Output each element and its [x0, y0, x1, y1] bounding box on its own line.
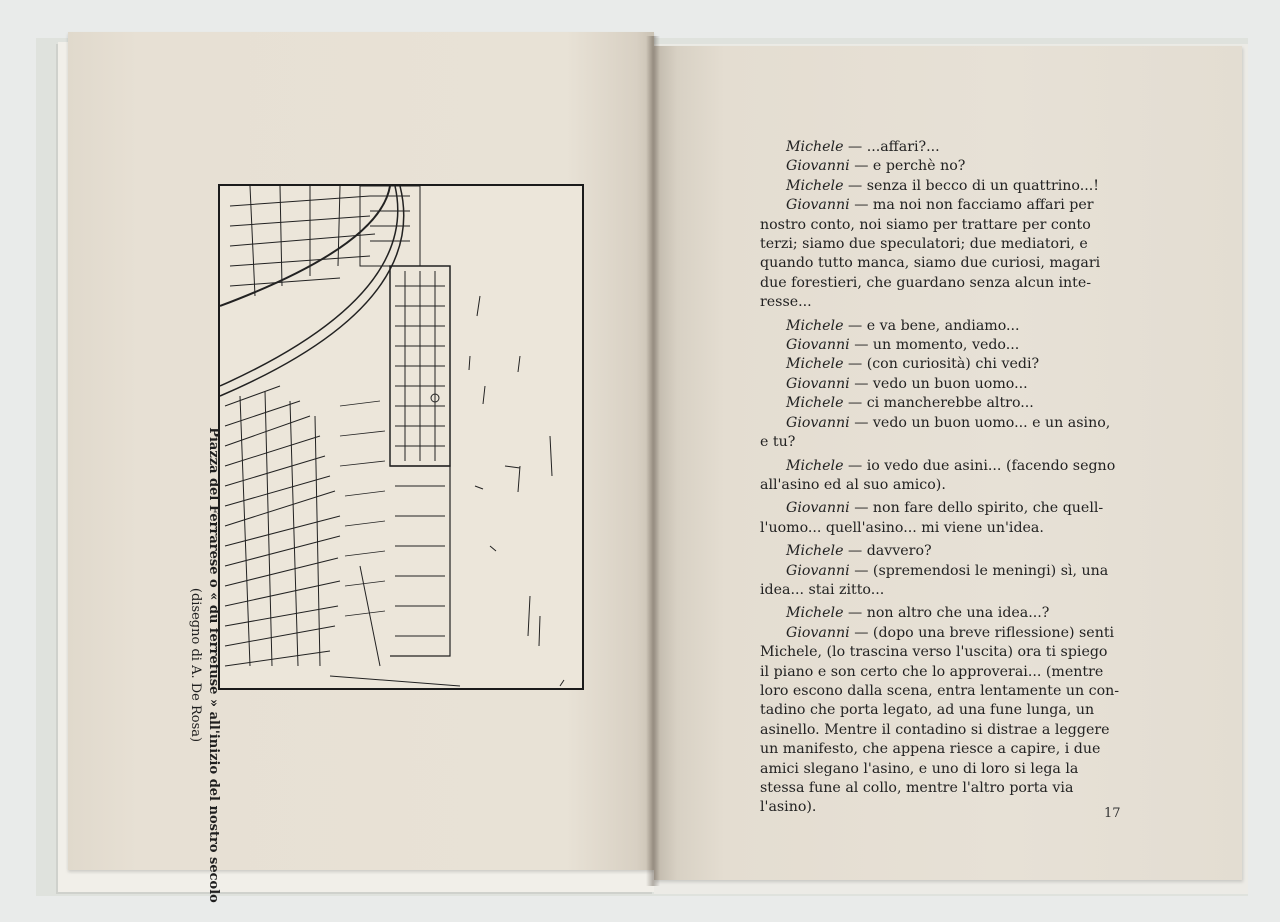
- text-line: [760, 779, 1120, 798]
- speaker-name: Michele: [786, 317, 844, 334]
- line-text: quando tutto manca, siamo due curiosi, magari: [760, 255, 1101, 272]
- text-line: [760, 581, 1120, 600]
- line-text: asinello. Mentre il contadino si distrae a leggere: [760, 721, 1110, 738]
- speaker-name: Giovanni: [786, 562, 850, 579]
- line-text: — io vedo due asini... (facendo segno: [843, 457, 1116, 474]
- line-text: — un momento, vedo...: [849, 337, 1020, 354]
- line-text: e tu?: [760, 434, 796, 451]
- line-text: terzi; siamo due speculatori; due mediatori, e: [760, 236, 1088, 253]
- line-text: un manifesto, che appena riesce a capire, i due: [760, 741, 1101, 758]
- line-text: il piano e son certo che lo approverai... (mentre: [760, 663, 1104, 680]
- text-line: [760, 317, 1120, 336]
- line-text: stessa fune al collo, mentre l'altro porta via: [760, 780, 1074, 796]
- text-line: [760, 414, 1120, 433]
- text-line: [760, 682, 1120, 701]
- text-line: [760, 542, 1120, 561]
- speaker-name: Michele: [786, 457, 844, 474]
- line-text: — e perchè no?: [849, 158, 966, 175]
- line-text: all'asino ed al suo amico).: [760, 476, 946, 493]
- text-line: [760, 499, 1120, 518]
- line-text: — (con curiosità) chi vedi?: [843, 356, 1040, 373]
- line-text: amici slegano l'asino, e uno di loro si lega la: [760, 760, 1079, 777]
- speaker-name: Giovanni: [786, 624, 850, 641]
- speaker-name: Michele: [786, 543, 844, 560]
- text-line: [760, 157, 1120, 176]
- line-text: — ...affari?...: [843, 139, 940, 155]
- speaker-name: Michele: [786, 139, 844, 155]
- text-line: [760, 740, 1120, 759]
- text-line: [760, 604, 1120, 623]
- speaker-name: Giovanni: [786, 375, 850, 392]
- text-line: [760, 433, 1120, 452]
- text-line: [760, 254, 1120, 273]
- text-line: [760, 701, 1120, 720]
- text-line: [760, 562, 1120, 581]
- text-line: [760, 663, 1120, 682]
- text-line: [760, 375, 1120, 394]
- text-line: [760, 624, 1120, 643]
- page-number: 17: [1104, 806, 1121, 821]
- line-text: tadino che porta legato, ad una fune lunga, un: [760, 702, 1095, 719]
- text-line: [760, 355, 1120, 374]
- text-line: [760, 293, 1120, 312]
- caption-title: Piazza del Ferrarese o « du ferrefuse » all'inizio del nostro secolo: [206, 427, 221, 903]
- speaker-name: Giovanni: [786, 500, 850, 517]
- line-text: — (spremendosi le meningi) sì, una: [849, 562, 1109, 579]
- illustration-caption: [158, 422, 222, 908]
- speaker-name: Giovanni: [786, 197, 850, 214]
- line-text: — ci mancherebbe altro...: [843, 395, 1034, 412]
- line-text: — e va bene, andiamo...: [843, 317, 1020, 334]
- text-line: [760, 721, 1120, 740]
- line-text: — non fare dello spirito, che quell-: [849, 500, 1104, 517]
- line-text: resse...: [760, 294, 812, 311]
- text-line: [760, 457, 1120, 476]
- text-line: [760, 336, 1120, 355]
- line-text: nostro conto, noi siamo per trattare per conto: [760, 216, 1091, 233]
- text-line: [760, 519, 1120, 538]
- line-text: idea... stai zitto...: [760, 581, 885, 598]
- text-line: [760, 760, 1120, 779]
- line-text: — vedo un buon uomo...: [849, 375, 1028, 392]
- line-text: — davvero?: [843, 543, 932, 560]
- text-line: [760, 394, 1120, 413]
- text-line: [760, 216, 1120, 235]
- play-dialogue-text: [760, 138, 1120, 818]
- text-line: [760, 177, 1120, 196]
- caption-credit: (disegno di A. De Rosa): [188, 587, 203, 743]
- line-text: due forestieri, che guardano senza alcun inte-: [760, 274, 1092, 291]
- speaker-name: Michele: [786, 605, 844, 622]
- line-text: — vedo un buon uomo... e un asino,: [849, 414, 1111, 431]
- pen-drawing-illustration: [218, 184, 584, 690]
- line-text: — senza il becco di un quattrino...!: [843, 177, 1099, 194]
- text-line: [760, 235, 1120, 254]
- text-line: [760, 196, 1120, 215]
- book-gutter: [646, 36, 660, 886]
- speaker-name: Giovanni: [786, 337, 850, 354]
- line-text: — (dopo una breve riflessione) senti: [849, 624, 1115, 641]
- line-text: l'asino).: [760, 799, 817, 816]
- drawing-art: [220, 186, 582, 688]
- line-text: l'uomo... quell'asino... mi viene un'idea.: [760, 519, 1044, 536]
- line-text: loro escono dalla scena, entra lentamente un con-: [760, 682, 1120, 699]
- text-line: [760, 643, 1120, 662]
- text-line: [760, 476, 1120, 495]
- speaker-name: Giovanni: [786, 414, 850, 431]
- text-line: [760, 274, 1120, 293]
- text-line: [760, 138, 1120, 157]
- speaker-name: Giovanni: [786, 158, 850, 175]
- line-text: — ma noi non facciamo affari per: [849, 197, 1094, 214]
- text-line: [760, 798, 1120, 817]
- speaker-name: Michele: [786, 395, 844, 412]
- speaker-name: Michele: [786, 177, 844, 194]
- line-text: Michele, (lo trascina verso l'uscita) ora ti spiego: [760, 644, 1108, 661]
- line-text: — non altro che una idea...?: [843, 605, 1050, 622]
- speaker-name: Michele: [786, 356, 844, 373]
